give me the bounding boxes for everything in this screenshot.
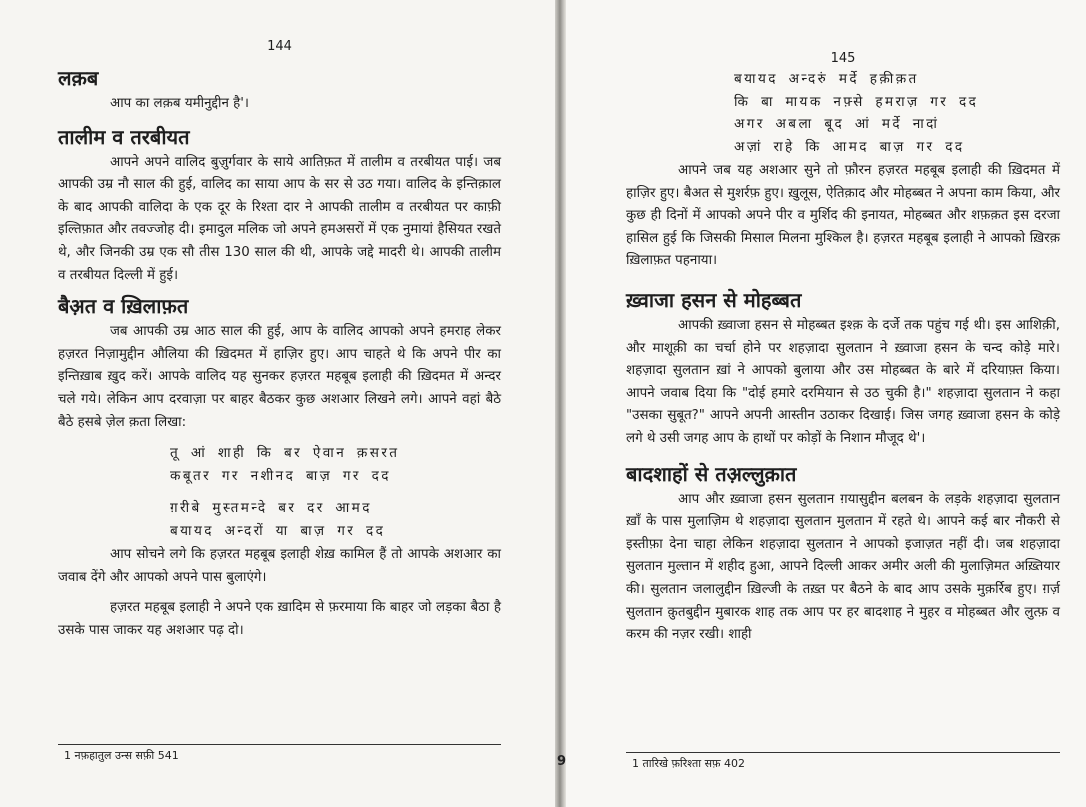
paragraph: आप और ख़्वाजा हसन सुलतान ग़यासुद्दीन बलबन के लड़के शहज़ादा सुलतान ख़ाँ के पास मुलाज़िम थे शहज़ादा सुलतान मुलतान में रहते थे। आपने कई बार नौकरी से इस्तीफ़ा देना चाहा लेकिन शहज़ादा सुलतान ने आपको इजाज़त नहीं दी। जब शहज़ादा सुलतान मुल्तान में शहीद हुआ, आपने दिल्ली आकर अमीर अली की मुलाज़िमत अख़्तियार की। सुलतान जलालुद्दीन ख़िल्जी के तख़्त पर बैठने के बाद आप उसके मुक़र्रिब हुए। ग़र्ज़ सुलतान क़ुतबुद्दीन मुबारक शाह तक आप पर हर बादशाह ने मुहर व मोहब्बत और लुत्फ़ व करम की नज़र रखी। शाही: [626, 491, 1060, 643]
paragraph: आपकी ख़्वाजा हसन से मोहब्बत इश्क़ के दर्जे तक पहुंच गई थी। इस आशिक़ी, और माशूक़ी का चर्चा होने पर शहज़ादा सुलतान ने ख़्वाजा हसन के चन्द कोड़े मारे। शहज़ादा सुलतान ख़ां ने आपको बुलाया और उस मोहब्बत के बारे में दरियाफ़्त किया। आपने जवाब दिया कि "दोई हमारे दरमियान से उठ चुकी है।" शहज़ादा सुलतान ने कहा "उसका सुबूत?" आपने अपनी आस्तीन उठाकर दिखाई। जिस जगह ख़्वाजा हसन के कोड़े लगे थे उसी जगह आप के हाथों पर कोड़ों के निशान मौजूद थे'।: [626, 317, 1060, 446]
paragraph: हज़रत महबूब इलाही ने अपने एक ख़ादिम से फ़रमाया कि बाहर जो लड़का बैठा है उसके पास जाकर यह अशआर पढ़ दो।: [58, 600, 501, 638]
footnote: 1 तारिखे फ़रिश्ता सफ़ 402: [632, 757, 745, 770]
verse-line: कि बा मायक नफ़्से हमराज़ गर दद: [734, 93, 979, 110]
right-page: [566, 0, 1086, 807]
verse-line: कबूतर गर नशीनद बाज़ गर दद: [170, 467, 391, 484]
section-heading: बादशाहों से तअ़ल्लुक़ात: [626, 461, 797, 486]
footnote-area: [626, 752, 1060, 771]
paragraph: आप सोचने लगे कि हज़रत महबूब इलाही शेख़ कामिल हैं तो आपके अशआर का जवाब देंगे और आपको अपने पास बुलाएंगे।: [58, 547, 501, 585]
couplet: [734, 68, 1060, 158]
footnote-area: [58, 744, 501, 763]
gutter-mark: 9: [557, 754, 567, 769]
verse-line: ग़रीबे मुस्तमन्दे बर दर आमद: [170, 500, 372, 517]
book-gutter: [555, 0, 566, 807]
footnote-rule: [626, 752, 1060, 753]
page-number: 145: [830, 51, 856, 66]
section-heading: लक़ब: [58, 66, 99, 90]
paragraph: जब आपकी उम्र आठ साल की हुई, आप के वालिद आपको अपने हमराह लेकर हज़रत निज़ामुद्दीन औलिया की ख़िदमत में हाज़िर हुए। आप चाहते थे कि अपने पीर का इन्तिख़ाब ख़ुद करें। आपके वालिद यह सुनकर हज़रत महबूब इलाही की ख़िदमत में अन्दर चले गये। लेकिन आप दरवाज़ा पर बाहर बैठकर कुछ अशआर लिखने लगे। आपने वहां बैठे बैठे हसबे ज़ेल क़ता लिखा:: [58, 324, 501, 430]
verse-line: बयायद अन्दरों या बाज़ गर दद: [170, 522, 386, 539]
couplet: [170, 497, 501, 542]
verse-line: तू आं शाही कि बर ऐवान क़सरत: [170, 445, 400, 462]
page-number: 144: [267, 39, 292, 54]
paragraph: आपने जब यह अशआर सुने तो फ़ौरन हज़रत महबूब इलाही की ख़िदमत में हाज़िर हुए। बैअत से मुशर्रफ़ हुए। ख़ुलूस, ऐतिक़ाद और मोहब्बत ने अपना काम किया, और कुछ ही दिनों में आपको अपने पीर व मुर्शिद की इनायत, मोहब्बत और शफ़क़त इस दरजा हासिल हुई कि जिसकी मिसाल मिलना मुश्किल है। हज़रत महबूब इलाही ने आपको ख़िरक़ ख़िलाफ़त पहनाया।: [626, 163, 1060, 269]
paragraph: आप का लक़ब यमीनुद्दीन है'।: [110, 96, 249, 111]
footnote-rule: [58, 744, 501, 745]
section-heading: बैअ़त व ख़िलाफ़त: [58, 294, 189, 319]
verse-line: अगर अबला बूद आं मर्दे नादां: [734, 116, 940, 132]
paragraph: आपने अपने वालिद बुज़ुर्गवार के साये आतिफ़त में तालीम व तरबीयत पाई। जब आपकी उम्र नौ साल की हुई, वालिद का साया आप के सर से उठ गया। वालिद के इन्तिक़ाल के बाद आपकी वालिदा के एक दूर के रिश्ता दार ने आपकी तालीम व तरबीयत पर काफ़ी इल्तिफ़ात और तवज्जोह दी। इमादुल मलिक जो अपने हमअसरों में एक नुमायां हैसियत रखते थे, और जिनकी उम्र एक सौ तीस 130 साल की थी, आपके जद्दे मादरी थे। आपकी तालीम व तरबीयत दिल्ली में हुई।: [58, 154, 501, 283]
verse-line: बयायद अन्दरुं मर्दे हक़ीक़त: [734, 71, 919, 87]
couplet: [170, 442, 501, 487]
section-heading: तालीम व तरबीयत: [58, 124, 190, 149]
verse-line: अज़ां राहे कि आमद बाज़ गर दद: [734, 138, 965, 155]
footnote: 1 नफ़हातुल उन्स सफ़ी 541: [64, 749, 179, 762]
section-heading: ख़्वाजा हसन से मोहब्बत: [626, 287, 802, 312]
